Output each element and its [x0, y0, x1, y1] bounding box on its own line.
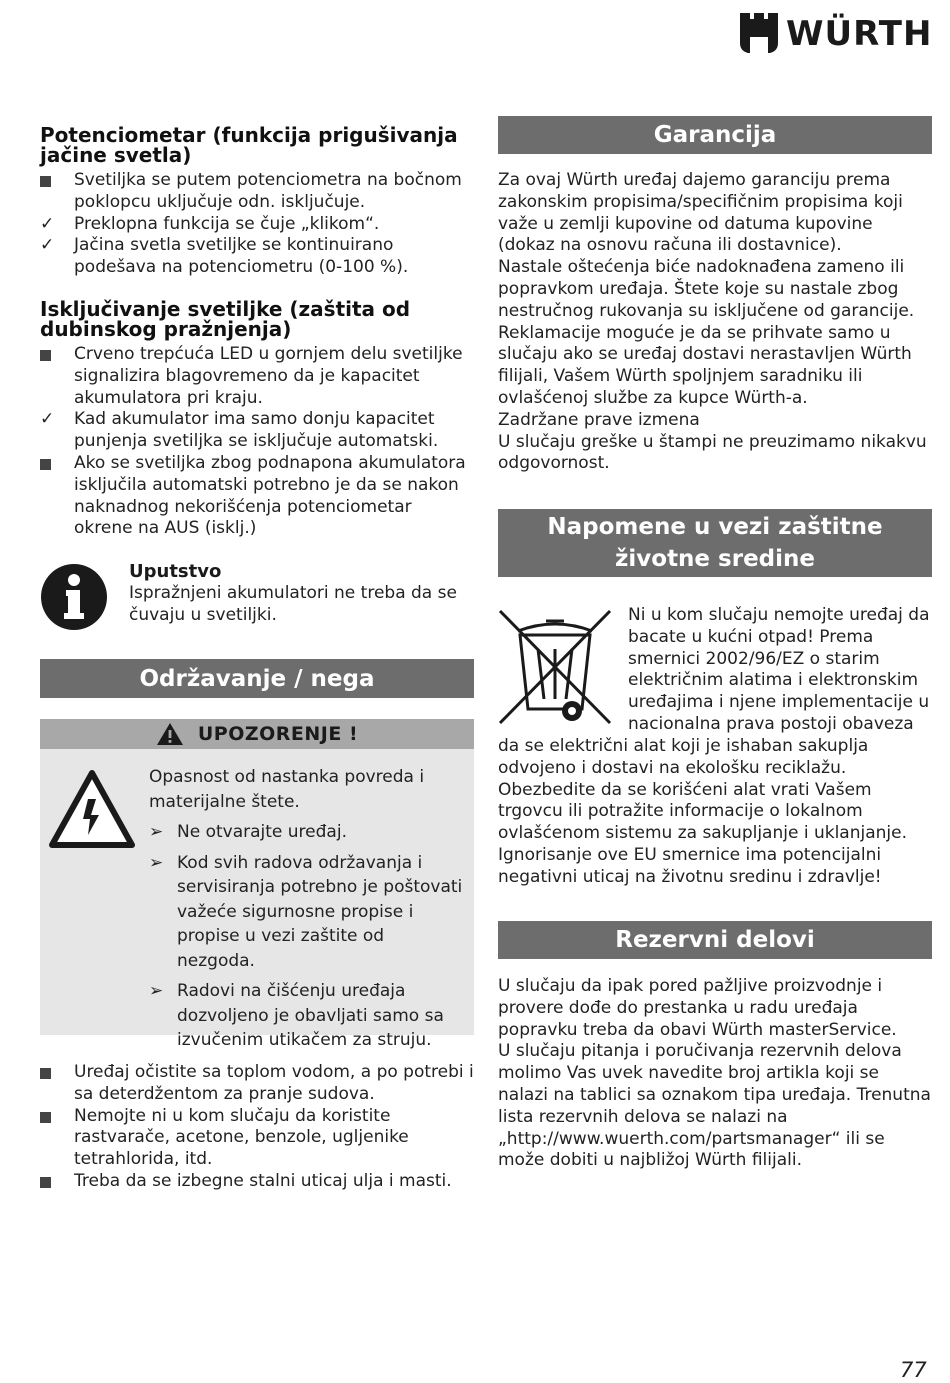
warning-triangle-icon: [156, 722, 184, 746]
checkmark-icon: ✓: [40, 213, 55, 234]
list-item: Svetiljka se putem potenciometra na bočnom poklopcu uključuje odn. isključuje.: [40, 170, 474, 214]
maintenance-title: Održavanje / nega: [40, 659, 474, 698]
crossed-bin-icon: [498, 609, 612, 727]
note-block: [129, 561, 474, 627]
electric-hazard-icon: [48, 769, 136, 849]
arrow-bullet-icon: ➢: [149, 981, 164, 1001]
checkmark-icon: ✓: [40, 235, 55, 256]
maintenance-list: [40, 1062, 474, 1193]
list-item: Crveno trepćuća LED u gornjem delu svetiljke signalizira blagovremeno da je kapacitet akumulatora pri kraju.: [40, 344, 474, 409]
square-bullet-icon: [40, 1068, 51, 1079]
environment-title: Napomene u vezi zaštitne životne sredine: [498, 509, 932, 577]
spare-parts-title: Rezervni delovi: [498, 921, 932, 959]
switch-off-list: [40, 344, 474, 540]
brand-name: WÜRTH: [786, 14, 933, 54]
environment-text-wrap: Ni u kom slučaju nemojte uređaj da bacate u kućni otpad! Prema smernici 2002/96/EZ o starim električnim alatima i elektronskim uređajima i njene implementacije u nacionalna prava postoji obaveza: [628, 605, 930, 734]
environment-text: da se električni alat koji je ishaban sakuplja odvojeno i dostavi na ekološku reciklažu. Obezbedite da se korišćeni alat vrati Vašem trgovcu ili potražite informacije o lokalnom ovlašćenom sistemu za sakupljanje i uklanjanje. Ignorisanje ove EU smernice ima potencijalni negativni uticaj na životnu sredinu i zdravlje!: [498, 736, 907, 887]
list-item: ✓ Kad akumulator ima samo donju kapacitet punjenja svetiljka se isključuje automatski.: [40, 409, 439, 452]
switch-off-heading: Isključivanje svetiljke (zaštita od dubinskog pražnjenja): [40, 297, 411, 341]
warranty-text: Za ovaj Würth uređaj dajemo garanciju prema zakonskim propisima/specifičnim propisima koji važe u zemlji kupovine od datuma kupovine (dokaz na osnovu računa ili dostavnice). Nastale oštećenja biće nadoknađena zameno ili popravkom uređaja. Štete koje su nastale zbog nestručnog rukovanja su isključene od garancije. Reklamacije moguće je da se prihvate samo u slučaju ako se uređaj dostavi nerastavljen Würth filijali, Vašem Würth spoljnjem saradniku ili ovlašćenoj službe za kupce Würth-a. Zadržane prave izmena U slučaju greške u štampi ne preuzimamo nikakvu odgovornost.: [498, 170, 927, 474]
arrow-bullet-icon: ➢: [149, 852, 164, 873]
warranty-title: Garancija: [498, 116, 932, 154]
page-number: 77: [900, 1358, 927, 1382]
list-item: ✓ Preklopna funkcija se čuje „klikom“.: [40, 213, 380, 234]
spare-parts-text: U slučaju da ipak pored pažljive proizvodnje i provere dođe do prestanka u radu uređaja popravku treba da obavi Würth masterService. U slučaju pitanja i poručivanja rezervnih delova molimo Vas uvek navedite broj artikla koji se nalazi na tablici sa oznakom tipa uređaja. Trenutna lista rezervnih delova se nalazi na „http://www.wuerth.com/partsmanager“ ili se može dobiti u najbližoj Würth filijali.: [498, 976, 931, 1171]
list-item: ➢ Ne otvarajte uređaj.: [149, 820, 465, 845]
wurth-logo: [740, 12, 934, 56]
arrow-bullet-icon: ➢: [149, 822, 164, 842]
warning-box: [40, 719, 474, 1050]
list-item: ✓ Jačina svetla svetiljke se kontinuirano podešava na potenciometru (0-100 %).: [40, 235, 409, 278]
potentiometer-list: [40, 170, 474, 279]
wurth-emblem-icon: [740, 13, 778, 55]
warning-list: [149, 820, 465, 1053]
note-title: Uputstvo: [129, 561, 222, 582]
warning-title: UPOZORENJE !: [197, 723, 359, 745]
checkmark-icon: ✓: [40, 409, 55, 430]
list-item: ➢ Radovi na čišćenju uređaja dozvoljeno je obavljati samo sa izvučenim utikačem za struju.: [149, 981, 444, 1050]
square-bullet-icon: [40, 459, 51, 470]
note-text: Ispražnjeni akumulatori ne treba da se čuvaju u svetiljki.: [129, 583, 457, 625]
square-bullet-icon: [40, 350, 51, 361]
list-item: Nemojte ni u kom slučaju da koristite rastvarače, acetone, benzole, ugljenike tetrahlorida, itd.: [40, 1106, 474, 1171]
potentiometer-heading: Potenciometar (funkcija prigušivanja jačine svetla): [40, 123, 458, 167]
info-icon: [40, 563, 108, 631]
warning-intro: Opasnost od nastanka povreda i materijalne štete.: [149, 767, 425, 812]
list-item: Uređaj očistite sa toplom vodom, a po potrebi i sa deterdžentom za pranje sudova.: [40, 1062, 474, 1106]
square-bullet-icon: [40, 176, 51, 187]
square-bullet-icon: [40, 1177, 51, 1188]
square-bullet-icon: [40, 1112, 51, 1123]
list-item: Treba da se izbegne stalni uticaj ulja i masti.: [40, 1171, 474, 1193]
list-item: ➢ Kod svih radova održavanja i servisiranja potrebno je poštovati važeće sigurnosne propise i propise u vezi zaštite od nezgoda.: [149, 852, 463, 971]
list-item: Ako se svetiljka zbog podnapona akumulatora isključila automatski potrebno je da se nakon naknadnog nekorišćenja potenciometar okrene na AUS (isklj.): [40, 453, 474, 540]
warning-header: [40, 719, 474, 749]
